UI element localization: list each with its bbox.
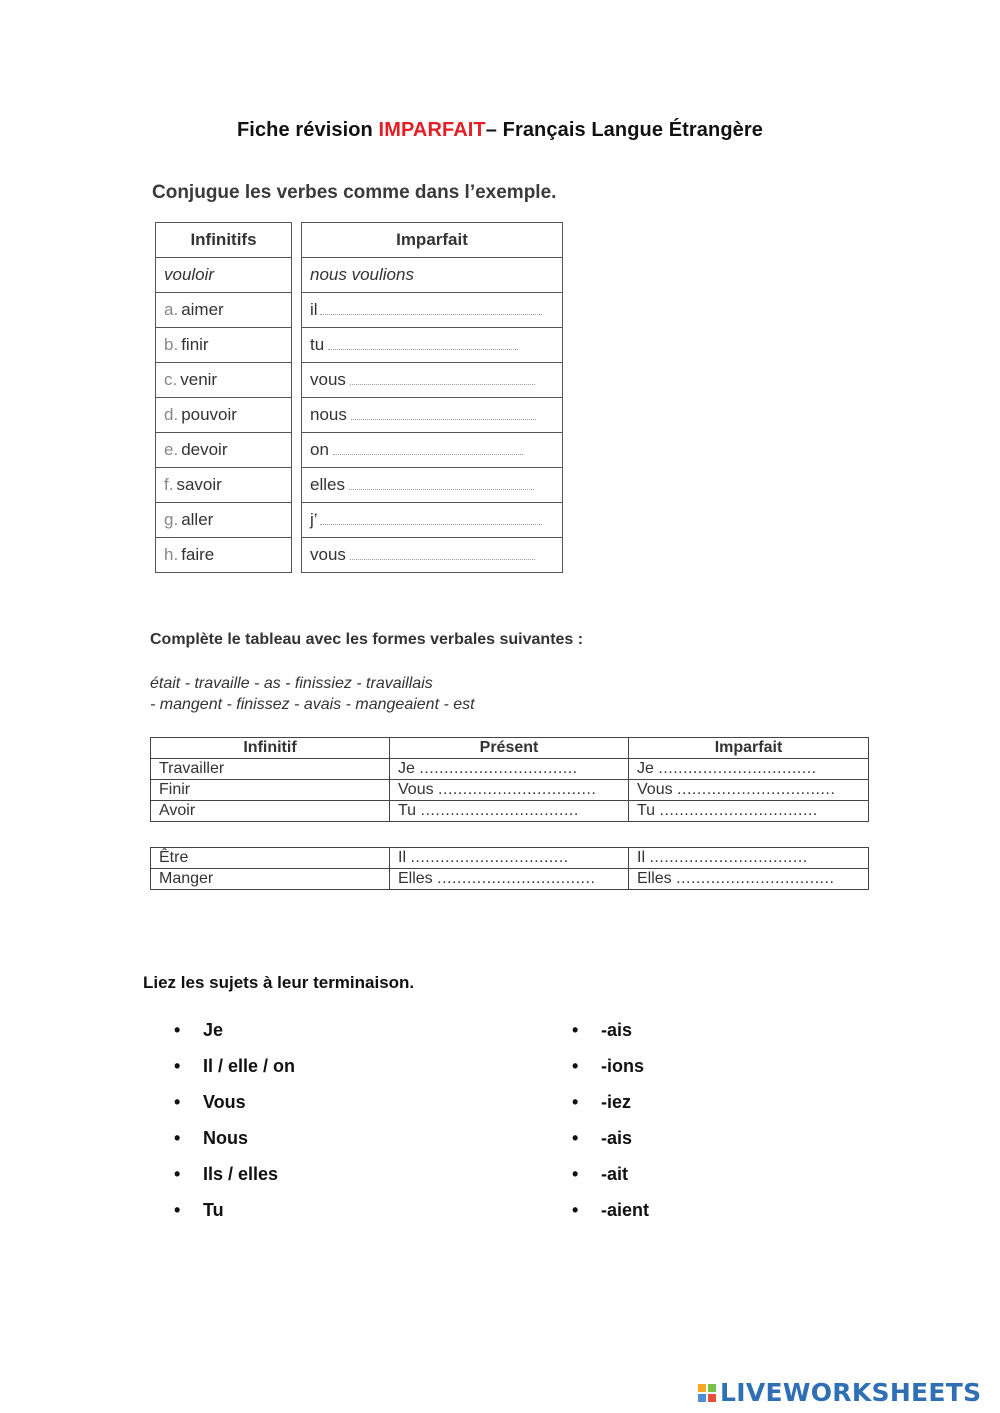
- answer-blank: [350, 374, 535, 385]
- ending-item[interactable]: • -ait: [572, 1164, 628, 1184]
- infinitive-cell: c. venir: [156, 363, 292, 398]
- infinitive-cell: Finir: [151, 780, 390, 801]
- present-cell[interactable]: Vous ................................: [390, 780, 629, 801]
- imparfait-cell[interactable]: Je ................................: [629, 759, 869, 780]
- subject-item[interactable]: • Vous: [174, 1092, 246, 1112]
- answer-cell[interactable]: tu: [302, 328, 563, 363]
- table-row: [151, 780, 869, 801]
- answer-blank: [333, 444, 523, 455]
- example-infinitive: vouloir: [156, 258, 292, 293]
- bullet-icon: •: [572, 1200, 579, 1220]
- ending-item[interactable]: • -aient: [572, 1200, 650, 1220]
- answer-blank: [350, 549, 535, 560]
- imparfait-cell[interactable]: Elles ................................: [629, 869, 869, 890]
- answer-blank: [320, 304, 542, 315]
- conjugation-table: [150, 737, 869, 822]
- infinitive-cell: f. savoir: [156, 468, 292, 503]
- present-cell[interactable]: Elles ................................: [390, 869, 629, 890]
- answer-cell[interactable]: il: [302, 293, 563, 328]
- bullet-icon: •: [572, 1164, 579, 1184]
- verb-bank-line: était - travaille - as - finissiez - travaillais: [150, 675, 433, 692]
- infinitive-cell: Manger: [151, 869, 390, 890]
- imparfait-cell[interactable]: Vous ................................: [629, 780, 869, 801]
- infinitives-header: Infinitifs: [156, 223, 292, 258]
- subject-item[interactable]: • Ils / elles: [174, 1164, 279, 1184]
- column-header: Imparfait: [629, 738, 869, 759]
- imparfait-cell[interactable]: Il ................................: [629, 848, 869, 869]
- bullet-icon: •: [572, 1128, 579, 1148]
- bullet-icon: •: [174, 1056, 181, 1076]
- title-highlight: IMPARFAIT: [378, 119, 486, 141]
- answer-cell[interactable]: j’: [302, 503, 563, 538]
- subject-item[interactable]: • Tu: [174, 1200, 224, 1220]
- table-row: [151, 801, 869, 822]
- subject-item[interactable]: • Je: [174, 1020, 224, 1040]
- answer-blank: [320, 514, 542, 525]
- infinitive-cell: Être: [151, 848, 390, 869]
- verb-bank-line: - mangent - finissez - avais - mangeaient - est: [150, 696, 475, 713]
- answer-blank: [351, 409, 536, 420]
- answer-cell[interactable]: elles: [302, 468, 563, 503]
- present-cell[interactable]: Je ................................: [390, 759, 629, 780]
- bullet-icon: •: [572, 1092, 579, 1112]
- answer-blank: [349, 479, 534, 490]
- answer-cell[interactable]: nous: [302, 398, 563, 433]
- infinitive-cell: b. finir: [156, 328, 292, 363]
- ending-item[interactable]: • -ais: [572, 1020, 633, 1040]
- infinitive-cell: h. faire: [156, 538, 292, 573]
- brand-name: LIVEWORKSHEETS: [720, 1378, 982, 1407]
- present-cell[interactable]: Il ................................: [390, 848, 629, 869]
- ending-item[interactable]: • -ions: [572, 1056, 644, 1076]
- bullet-icon: •: [572, 1056, 579, 1076]
- bullet-icon: •: [174, 1020, 181, 1040]
- endings-list: [572, 1020, 649, 1236]
- verb-bank: [150, 673, 475, 715]
- infinitive-cell: d. pouvoir: [156, 398, 292, 433]
- subjects-list: [174, 1020, 295, 1236]
- conjugation-table-continued: [150, 847, 869, 890]
- ending-item[interactable]: • -ais: [572, 1128, 633, 1148]
- infinitive-cell: Avoir: [151, 801, 390, 822]
- subject-item[interactable]: • Il / elle / on: [174, 1056, 296, 1076]
- bullet-icon: •: [572, 1020, 579, 1040]
- bullet-icon: •: [174, 1200, 181, 1220]
- imparfait-cell[interactable]: Tu ................................: [629, 801, 869, 822]
- infinitive-cell: e. devoir: [156, 433, 292, 468]
- table-row: [151, 759, 869, 780]
- imparfait-table: [301, 222, 563, 573]
- table-row: [151, 869, 869, 890]
- example-answer: nous voulions: [302, 258, 563, 293]
- present-cell[interactable]: Tu ................................: [390, 801, 629, 822]
- bullet-icon: •: [174, 1128, 181, 1148]
- infinitive-cell: a. aimer: [156, 293, 292, 328]
- ending-item[interactable]: • -iez: [572, 1092, 632, 1112]
- infinitive-cell: Travailler: [151, 759, 390, 780]
- bullet-icon: •: [174, 1092, 181, 1112]
- title-suffix: – Français Langue Étrangère: [485, 119, 763, 141]
- infinitive-cell: g. aller: [156, 503, 292, 538]
- answer-cell[interactable]: vous: [302, 363, 563, 398]
- exercise2-heading: Complète le tableau avec les formes verbales suivantes :: [150, 631, 584, 648]
- column-header: Présent: [390, 738, 629, 759]
- imparfait-header: Imparfait: [302, 223, 563, 258]
- title-prefix: Fiche révision: [236, 119, 379, 141]
- answer-blank: [328, 339, 518, 350]
- exercise3-heading: Liez les sujets à leur terminaison.: [143, 973, 415, 992]
- table-row: [151, 848, 869, 869]
- bullet-icon: •: [174, 1164, 181, 1184]
- liveworksheets-logo: [698, 1378, 981, 1407]
- logo-mark-icon: [698, 1384, 716, 1402]
- worksheet-title: [0, 119, 1000, 142]
- answer-cell[interactable]: vous: [302, 538, 563, 573]
- column-header: Infinitif: [151, 738, 390, 759]
- subject-item[interactable]: • Nous: [174, 1128, 248, 1148]
- exercise1-heading: Conjugue les verbes comme dans l’exemple.: [152, 182, 557, 203]
- infinitives-table: [155, 222, 292, 573]
- answer-cell[interactable]: on: [302, 433, 563, 468]
